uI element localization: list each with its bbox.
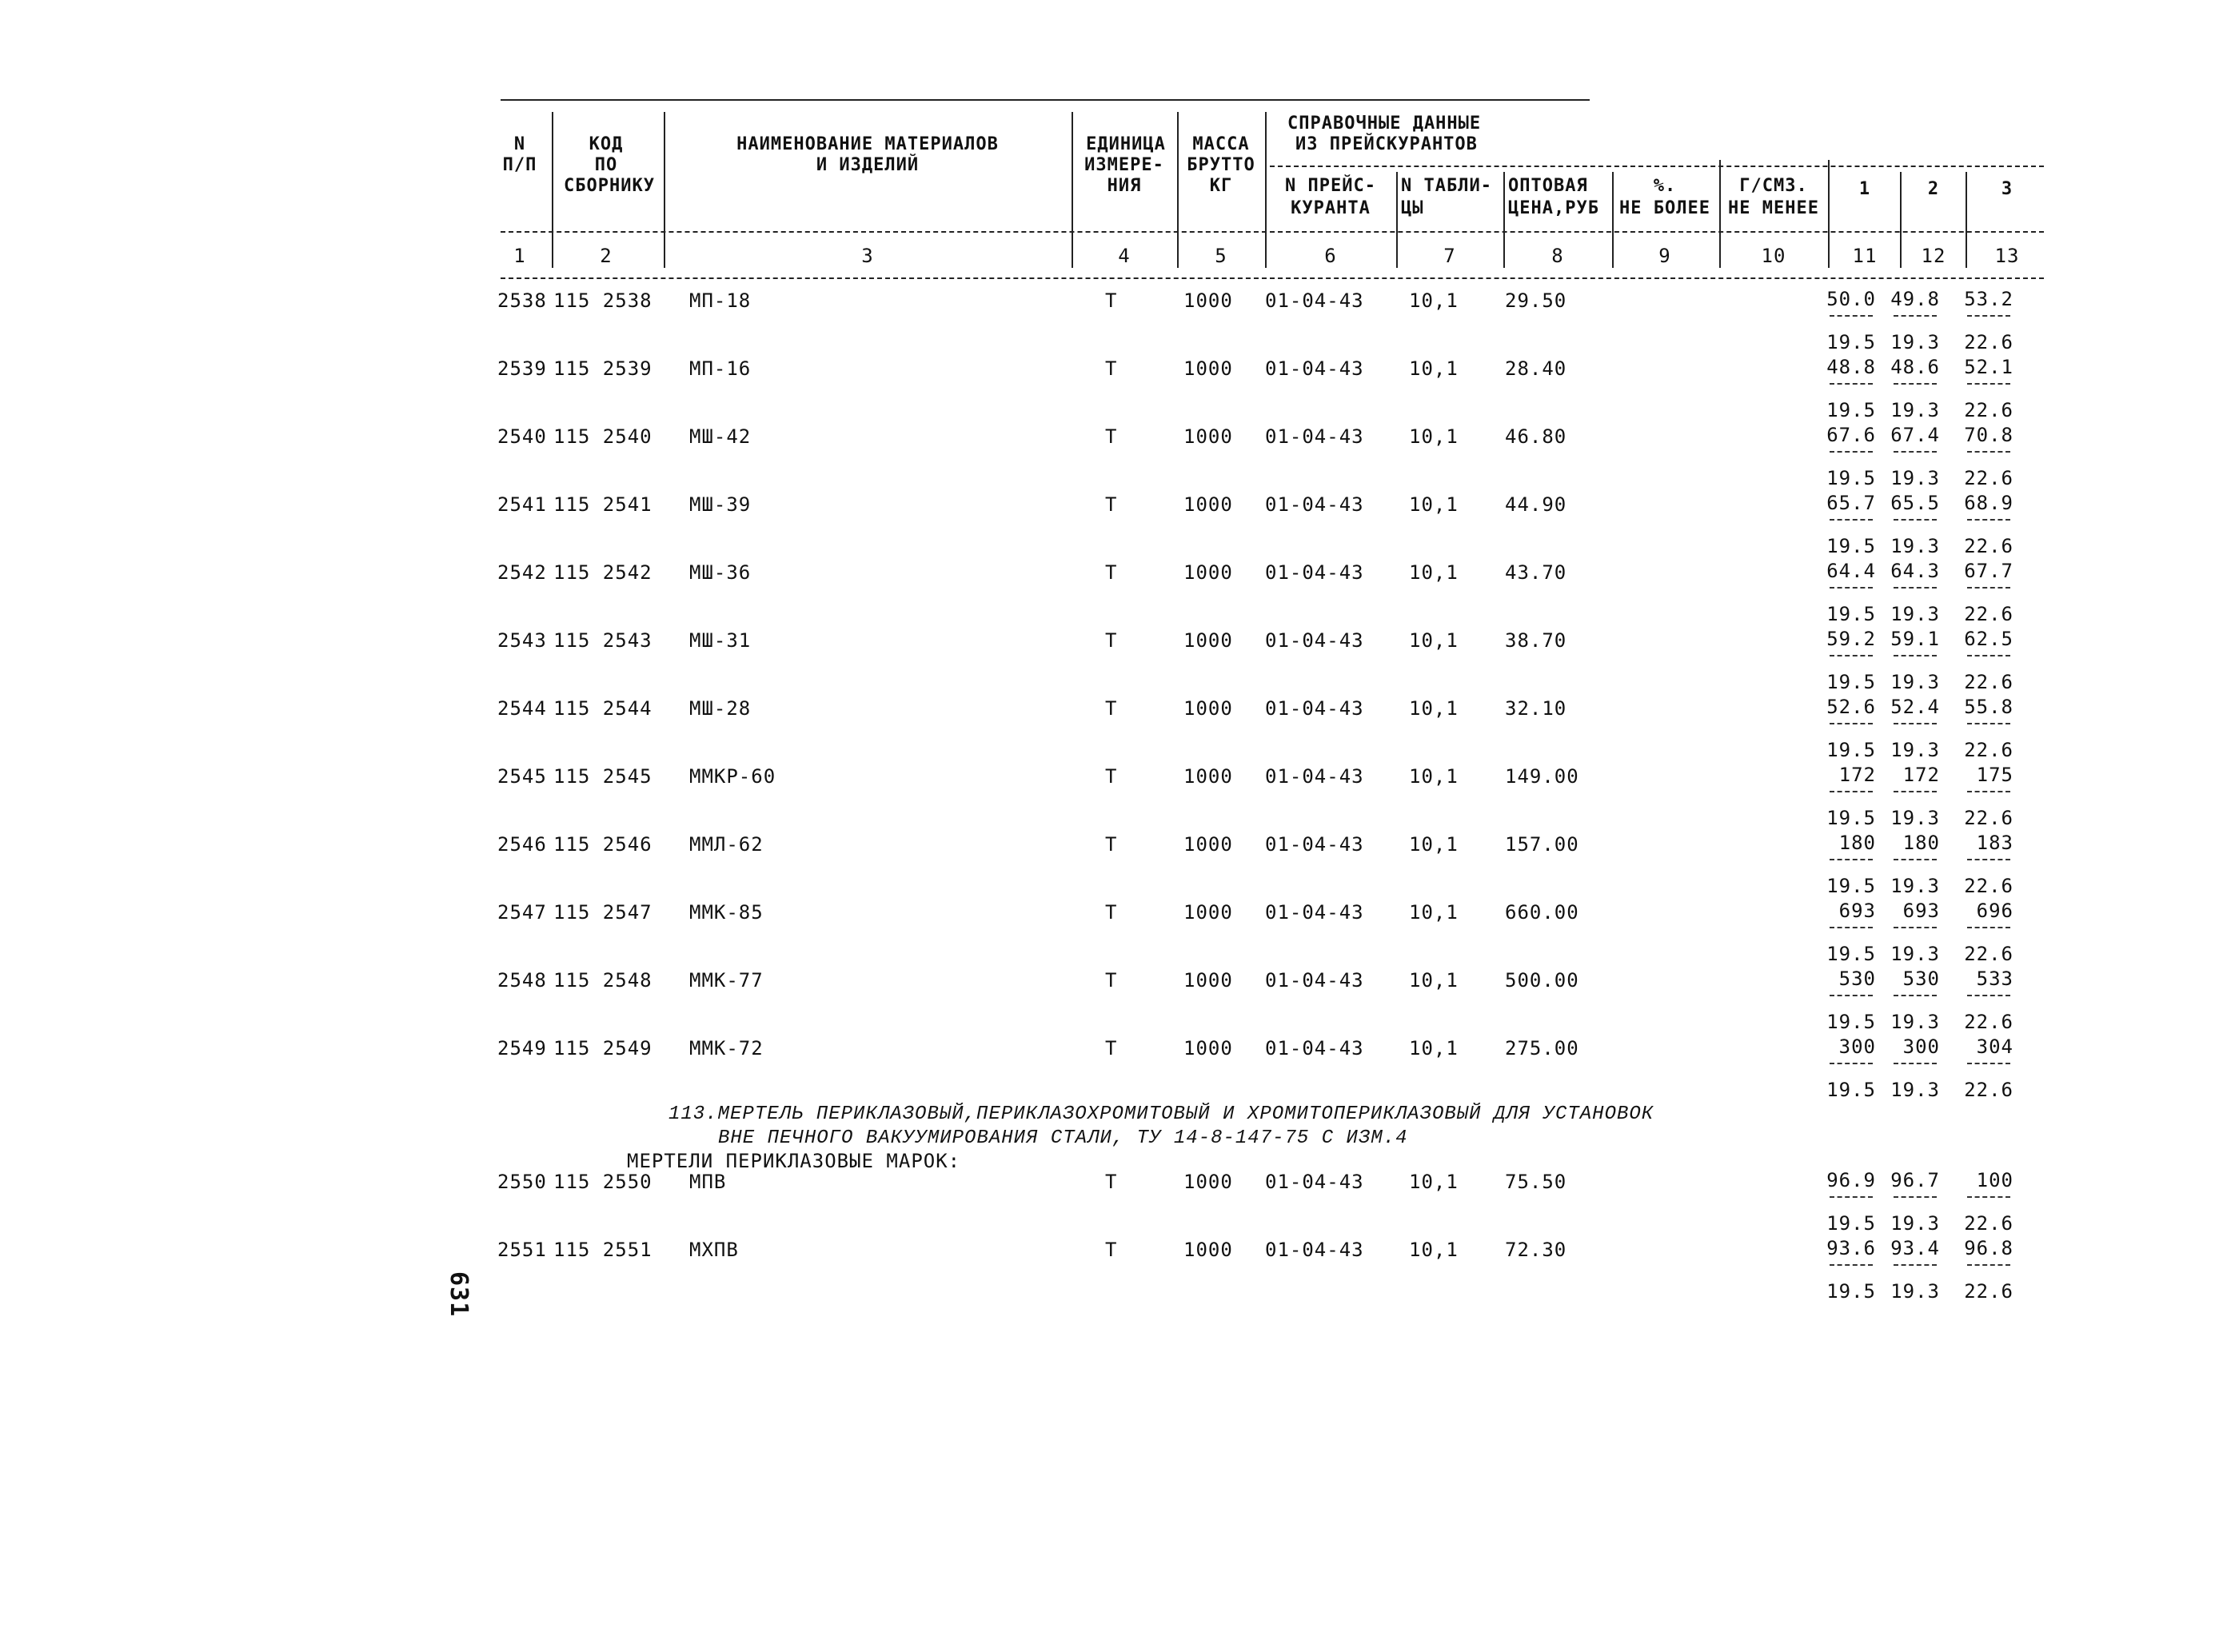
- cell-ed: Т: [1105, 561, 1118, 584]
- cell-coef-k1: 19.5: [1826, 399, 1876, 421]
- cell-mass: 1000: [1183, 629, 1233, 652]
- cell-zone-v2: 52.4: [1890, 696, 1940, 718]
- fraction-bar: [1967, 723, 2010, 724]
- cell-zone-v3: 175: [1976, 764, 2013, 786]
- cell-kod: 115 2542: [553, 561, 653, 584]
- cell-zone-v2: 300: [1902, 1035, 1940, 1058]
- cell-zone-v3: 55.8: [1964, 696, 2013, 718]
- fraction-bar: [1830, 1063, 1873, 1064]
- cell-price: 44.90: [1505, 493, 1567, 516]
- cell-coef-k3: 22.6: [1964, 807, 2013, 829]
- col-divider: [1503, 172, 1505, 268]
- cell-tabl: 10,1: [1409, 765, 1459, 788]
- cell-price: 28.40: [1505, 357, 1567, 380]
- cell-ed: Т: [1105, 629, 1118, 652]
- fraction-bar: [1967, 927, 2010, 928]
- cell-price: 43.70: [1505, 561, 1567, 584]
- cell-coef-k2: 19.3: [1890, 1212, 1940, 1235]
- cell-zone-v1: 693: [1838, 900, 1876, 922]
- cell-name: ММК-85: [689, 901, 764, 924]
- cell-ed: Т: [1105, 357, 1118, 380]
- colnum: 3: [861, 245, 874, 267]
- cell-mass: 1000: [1183, 697, 1233, 720]
- fraction-bar: [1894, 383, 1937, 385]
- cell-name: МП-18: [689, 289, 752, 312]
- col-divider: [1966, 172, 1967, 268]
- cell-zone-v2: 65.5: [1890, 492, 1940, 514]
- fraction-bar: [1967, 995, 2010, 996]
- cell-zone-v3: 52.1: [1964, 356, 2013, 378]
- cell-mass: 1000: [1183, 901, 1233, 924]
- cell-coef-k3: 22.6: [1964, 1011, 2013, 1033]
- cell-ed: Т: [1105, 425, 1118, 448]
- cell-preis: 01-04-43: [1265, 1171, 1364, 1193]
- header-bottom-rule: [501, 277, 2044, 279]
- cell-zone-v3: 53.2: [1964, 288, 2013, 310]
- cell-mass: 1000: [1183, 833, 1233, 856]
- col-divider: [1265, 112, 1267, 268]
- hdr-ed-1: ЕДИНИЦА: [1086, 134, 1166, 154]
- fraction-bar: [1830, 383, 1873, 385]
- cell-coef-k2: 19.3: [1890, 535, 1940, 557]
- cell-name: МШ-39: [689, 493, 752, 516]
- cell-zone-v3: 183: [1976, 832, 2013, 854]
- cell-n: 2540: [497, 425, 547, 448]
- cell-zone-v3: 696: [1976, 900, 2013, 922]
- fraction-bar: [1830, 451, 1873, 453]
- col-divider: [1612, 172, 1614, 268]
- cell-n: 2551: [497, 1239, 547, 1261]
- hdr-kod-3: СБОРНИКУ: [564, 176, 655, 196]
- cell-zone-v2: 172: [1902, 764, 1940, 786]
- cell-zone-v1: 96.9: [1826, 1169, 1876, 1191]
- colnum: 8: [1551, 245, 1564, 267]
- cell-tabl: 10,1: [1409, 425, 1459, 448]
- fraction-bar: [1830, 859, 1873, 860]
- cell-n: 2539: [497, 357, 547, 380]
- cell-price: 660.00: [1505, 901, 1579, 924]
- cell-coef-k2: 19.3: [1890, 943, 1940, 965]
- cell-kod: 115 2540: [553, 425, 653, 448]
- cell-zone-v3: 68.9: [1964, 492, 2013, 514]
- cell-zone-v1: 64.4: [1826, 560, 1876, 582]
- cell-name: ММКР-60: [689, 765, 776, 788]
- cell-n: 2544: [497, 697, 547, 720]
- cell-name: ММК-72: [689, 1037, 764, 1059]
- fraction-bar: [1830, 791, 1873, 792]
- fraction-bar: [1967, 383, 2010, 385]
- cell-coef-k3: 22.6: [1964, 399, 2013, 421]
- cell-preis: 01-04-43: [1265, 1037, 1364, 1059]
- cell-coef-k3: 22.6: [1964, 331, 2013, 353]
- cell-zone-v3: 96.8: [1964, 1237, 2013, 1259]
- cell-kod: 115 2547: [553, 901, 653, 924]
- cell-ed: Т: [1105, 833, 1118, 856]
- cell-n: 2545: [497, 765, 547, 788]
- cell-tabl: 10,1: [1409, 289, 1459, 312]
- colnum: 13: [1994, 245, 2020, 267]
- hdr-zone-3: 3: [2001, 179, 2013, 199]
- cell-ed: Т: [1105, 1171, 1118, 1193]
- cell-price: 29.50: [1505, 289, 1567, 312]
- fraction-bar: [1967, 451, 2010, 453]
- col-divider: [1396, 172, 1398, 268]
- hdr-naim-2: И ИЗДЕЛИЙ: [816, 155, 920, 175]
- fraction-bar: [1894, 1264, 1937, 1266]
- fraction-bar: [1967, 859, 2010, 860]
- colnum: 1: [513, 245, 526, 267]
- cell-n: 2538: [497, 289, 547, 312]
- fraction-bar: [1894, 451, 1937, 453]
- cell-zone-v2: 96.7: [1890, 1169, 1940, 1191]
- cell-tabl: 10,1: [1409, 833, 1459, 856]
- fraction-bar: [1967, 655, 2010, 656]
- cell-ed: Т: [1105, 901, 1118, 924]
- cell-mass: 1000: [1183, 357, 1233, 380]
- cell-preis: 01-04-43: [1265, 901, 1364, 924]
- cell-tabl: 10,1: [1409, 357, 1459, 380]
- cell-name: МШ-42: [689, 425, 752, 448]
- colnum: 12: [1921, 245, 1946, 267]
- cell-coef-k3: 22.6: [1964, 943, 2013, 965]
- colnum: 5: [1215, 245, 1227, 267]
- cell-name: ММК-77: [689, 969, 764, 992]
- cell-tabl: 10,1: [1409, 561, 1459, 584]
- cell-kod: 115 2544: [553, 697, 653, 720]
- hdr-pct-1: %.: [1653, 176, 1677, 196]
- cell-coef-k1: 19.5: [1826, 603, 1876, 625]
- cell-zone-v2: 64.3: [1890, 560, 1940, 582]
- cell-kod: 115 2538: [553, 289, 653, 312]
- cell-preis: 01-04-43: [1265, 969, 1364, 992]
- cell-coef-k2: 19.3: [1890, 331, 1940, 353]
- cell-coef-k1: 19.5: [1826, 875, 1876, 897]
- cell-n: 2541: [497, 493, 547, 516]
- cell-kod: 115 2551: [553, 1239, 653, 1261]
- cell-mass: 1000: [1183, 969, 1233, 992]
- cell-zone-v2: 67.4: [1890, 424, 1940, 446]
- cell-tabl: 10,1: [1409, 697, 1459, 720]
- fraction-bar: [1967, 519, 2010, 521]
- cell-tabl: 10,1: [1409, 629, 1459, 652]
- cell-n: 2547: [497, 901, 547, 924]
- hdr-naim-1: НАИМЕНОВАНИЕ МАТЕРИАЛОВ: [736, 134, 999, 154]
- cell-coef-k2: 19.3: [1890, 467, 1940, 489]
- cell-mass: 1000: [1183, 561, 1233, 584]
- cell-tabl: 10,1: [1409, 901, 1459, 924]
- cell-coef-k3: 22.6: [1964, 467, 2013, 489]
- cell-coef-k2: 19.3: [1890, 1011, 1940, 1033]
- hdr-tabl-1: N ТАБЛИ-: [1401, 176, 1492, 196]
- cell-zone-v1: 67.6: [1826, 424, 1876, 446]
- fraction-bar: [1967, 1264, 2010, 1266]
- cell-ed: Т: [1105, 969, 1118, 992]
- page-number: 631: [445, 1271, 473, 1318]
- cell-zone-v2: 59.1: [1890, 628, 1940, 650]
- hdr-mass-2: БРУТТО: [1187, 155, 1255, 175]
- cell-zone-v3: 62.5: [1964, 628, 2013, 650]
- fraction-bar: [1830, 655, 1873, 656]
- cell-coef-k3: 22.6: [1964, 1079, 2013, 1101]
- hdr-np-1: N: [513, 134, 526, 154]
- cell-n: 2542: [497, 561, 547, 584]
- cell-tabl: 10,1: [1409, 1171, 1459, 1193]
- cell-coef-k3: 22.6: [1964, 875, 2013, 897]
- cell-coef-k2: 19.3: [1890, 807, 1940, 829]
- cell-preis: 01-04-43: [1265, 493, 1364, 516]
- cell-tabl: 10,1: [1409, 1239, 1459, 1261]
- hdr-mass-1: МАССА: [1192, 134, 1250, 154]
- cell-kod: 115 2548: [553, 969, 653, 992]
- hdr-sprav-2: ИЗ ПРЕЙСКУРАНТОВ: [1295, 134, 1478, 154]
- cell-name: МШ-36: [689, 561, 752, 584]
- cell-zone-v2: 93.4: [1890, 1237, 1940, 1259]
- cell-coef-k2: 19.3: [1890, 1280, 1940, 1303]
- header-mid-rule: [501, 231, 2044, 233]
- cell-coef-k1: 19.5: [1826, 943, 1876, 965]
- cell-coef-k2: 19.3: [1890, 875, 1940, 897]
- fraction-bar: [1967, 1196, 2010, 1198]
- fraction-bar: [1830, 519, 1873, 521]
- cell-n: 2549: [497, 1037, 547, 1059]
- cell-zone-v1: 48.8: [1826, 356, 1876, 378]
- fraction-bar: [1894, 1196, 1937, 1198]
- colnum: 6: [1324, 245, 1337, 267]
- cell-coef-k1: 19.5: [1826, 331, 1876, 353]
- cell-coef-k1: 19.5: [1826, 1079, 1876, 1101]
- hdr-zone-1: 1: [1858, 179, 1871, 199]
- cell-mass: 1000: [1183, 1171, 1233, 1193]
- hdr-mass-3: КГ: [1209, 176, 1233, 196]
- fraction-bar: [1894, 791, 1937, 792]
- cell-zone-v1: 300: [1838, 1035, 1876, 1058]
- cell-mass: 1000: [1183, 765, 1233, 788]
- cell-zone-v1: 59.2: [1826, 628, 1876, 650]
- fraction-bar: [1967, 791, 2010, 792]
- cell-preis: 01-04-43: [1265, 289, 1364, 312]
- cell-zone-v1: 50.0: [1826, 288, 1876, 310]
- cell-tabl: 10,1: [1409, 969, 1459, 992]
- cell-name: МХПВ: [689, 1239, 739, 1261]
- fraction-bar: [1830, 995, 1873, 996]
- fraction-bar: [1894, 587, 1937, 589]
- hdr-kod-2: ПО: [594, 155, 618, 175]
- cell-zone-v2: 530: [1902, 968, 1940, 990]
- fraction-bar: [1894, 519, 1937, 521]
- col-divider: [1828, 160, 1830, 268]
- cell-kod: 115 2541: [553, 493, 653, 516]
- section-title-line2: ВНЕ ПЕЧНОГО ВАКУУМИРОВАНИЯ СТАЛИ, ТУ 14-8-147-75 С ИЗМ.4: [718, 1127, 1408, 1149]
- cell-zone-v2: 693: [1902, 900, 1940, 922]
- cell-preis: 01-04-43: [1265, 629, 1364, 652]
- hdr-opt-1: ОПТОВАЯ: [1508, 176, 1588, 196]
- cell-mass: 1000: [1183, 1239, 1233, 1261]
- cell-kod: 115 2545: [553, 765, 653, 788]
- cell-coef-k1: 19.5: [1826, 671, 1876, 693]
- cell-zone-v3: 304: [1976, 1035, 2013, 1058]
- col-divider: [1719, 160, 1721, 268]
- cell-name: МШ-28: [689, 697, 752, 720]
- cell-ed: Т: [1105, 1037, 1118, 1059]
- hdr-kod-1: КОД: [589, 134, 624, 154]
- fraction-bar: [1894, 723, 1937, 724]
- fraction-bar: [1830, 315, 1873, 317]
- cell-coef-k2: 19.3: [1890, 739, 1940, 761]
- cell-n: 2550: [497, 1171, 547, 1193]
- cell-kod: 115 2549: [553, 1037, 653, 1059]
- cell-mass: 1000: [1183, 493, 1233, 516]
- colnum: 2: [600, 245, 613, 267]
- fraction-bar: [1894, 927, 1937, 928]
- cell-n: 2546: [497, 833, 547, 856]
- cell-zone-v1: 180: [1838, 832, 1876, 854]
- cell-preis: 01-04-43: [1265, 561, 1364, 584]
- cell-preis: 01-04-43: [1265, 697, 1364, 720]
- col-divider: [1177, 112, 1179, 268]
- cell-zone-v2: 49.8: [1890, 288, 1940, 310]
- cell-coef-k1: 19.5: [1826, 1212, 1876, 1235]
- hdr-preis-2: КУРАНТА: [1291, 198, 1371, 218]
- fraction-bar: [1830, 587, 1873, 589]
- cell-price: 500.00: [1505, 969, 1579, 992]
- colnum: 10: [1761, 245, 1786, 267]
- colnum: 9: [1658, 245, 1671, 267]
- cell-ed: Т: [1105, 493, 1118, 516]
- cell-ed: Т: [1105, 289, 1118, 312]
- cell-zone-v1: 52.6: [1826, 696, 1876, 718]
- cell-name: МШ-31: [689, 629, 752, 652]
- cell-preis: 01-04-43: [1265, 357, 1364, 380]
- fraction-bar: [1894, 995, 1937, 996]
- hdr-tabl-2: ЦЫ: [1401, 198, 1424, 218]
- fraction-bar: [1967, 1063, 2010, 1064]
- cell-price: 32.10: [1505, 697, 1567, 720]
- fraction-bar: [1830, 927, 1873, 928]
- cell-mass: 1000: [1183, 289, 1233, 312]
- cell-price: 275.00: [1505, 1037, 1579, 1059]
- col-divider: [552, 112, 553, 268]
- colnum: 7: [1443, 245, 1456, 267]
- cell-zone-v3: 533: [1976, 968, 2013, 990]
- cell-preis: 01-04-43: [1265, 765, 1364, 788]
- cell-tabl: 10,1: [1409, 1037, 1459, 1059]
- cell-coef-k1: 19.5: [1826, 739, 1876, 761]
- cell-n: 2543: [497, 629, 547, 652]
- cell-price: 46.80: [1505, 425, 1567, 448]
- cell-preis: 01-04-43: [1265, 425, 1364, 448]
- cell-preis: 01-04-43: [1265, 833, 1364, 856]
- cell-price: 75.50: [1505, 1171, 1567, 1193]
- cell-price: 72.30: [1505, 1239, 1567, 1261]
- fraction-bar: [1967, 587, 2010, 589]
- cell-name: ММЛ-62: [689, 833, 764, 856]
- cell-zone-v2: 180: [1902, 832, 1940, 854]
- header-sub-rule: [1270, 166, 2044, 167]
- cell-coef-k1: 19.5: [1826, 1011, 1876, 1033]
- section-title-line1: 113.МЕРТЕЛЬ ПЕРИКЛАЗОВЫЙ,ПЕРИКЛАЗОХРОМИТОВЫЙ И ХРОМИТОПЕРИКЛАЗОВЫЙ ДЛЯ УСТАНОВОК: [668, 1103, 1654, 1125]
- hdr-ed-3: НИЯ: [1107, 176, 1142, 196]
- cell-coef-k3: 22.6: [1964, 671, 2013, 693]
- cell-n: 2548: [497, 969, 547, 992]
- cell-coef-k2: 19.3: [1890, 603, 1940, 625]
- cell-coef-k1: 19.5: [1826, 535, 1876, 557]
- section-subtitle: МЕРТЕЛИ ПЕРИКЛАЗОВЫЕ МАРОК:: [627, 1150, 961, 1172]
- cell-coef-k2: 19.3: [1890, 399, 1940, 421]
- cell-coef-k2: 19.3: [1890, 1079, 1940, 1101]
- hdr-zone-2: 2: [1927, 179, 1940, 199]
- cell-coef-k1: 19.5: [1826, 467, 1876, 489]
- cell-ed: Т: [1105, 697, 1118, 720]
- cell-coef-k3: 22.6: [1964, 535, 2013, 557]
- col-divider: [1900, 172, 1902, 268]
- cell-coef-k3: 22.6: [1964, 1212, 2013, 1235]
- cell-kod: 115 2543: [553, 629, 653, 652]
- fraction-bar: [1830, 1196, 1873, 1198]
- header-top-rule: [501, 99, 1590, 101]
- cell-zone-v3: 67.7: [1964, 560, 2013, 582]
- cell-price: 38.70: [1505, 629, 1567, 652]
- cell-tabl: 10,1: [1409, 493, 1459, 516]
- hdr-np-2: П/П: [502, 155, 537, 175]
- cell-price: 149.00: [1505, 765, 1579, 788]
- cell-coef-k3: 22.6: [1964, 1280, 2013, 1303]
- hdr-dens-1: Г/СМ3.: [1739, 176, 1808, 196]
- cell-kod: 115 2539: [553, 357, 653, 380]
- colnum: 4: [1118, 245, 1131, 267]
- fraction-bar: [1894, 655, 1937, 656]
- cell-coef-k2: 19.3: [1890, 671, 1940, 693]
- cell-zone-v3: 100: [1976, 1169, 2013, 1191]
- cell-coef-k1: 19.5: [1826, 807, 1876, 829]
- cell-ed: Т: [1105, 765, 1118, 788]
- cell-coef-k1: 19.5: [1826, 1280, 1876, 1303]
- cell-kod: 115 2550: [553, 1171, 653, 1193]
- cell-price: 157.00: [1505, 833, 1579, 856]
- hdr-pct-2: НЕ БОЛЕЕ: [1619, 198, 1710, 218]
- cell-coef-k3: 22.6: [1964, 603, 2013, 625]
- hdr-preis-1: N ПРЕЙС-: [1285, 176, 1376, 196]
- cell-zone-v1: 93.6: [1826, 1237, 1876, 1259]
- fraction-bar: [1894, 1063, 1937, 1064]
- cell-kod: 115 2546: [553, 833, 653, 856]
- cell-ed: Т: [1105, 1239, 1118, 1261]
- fraction-bar: [1894, 859, 1937, 860]
- fraction-bar: [1830, 1264, 1873, 1266]
- cell-zone-v1: 530: [1838, 968, 1876, 990]
- cell-zone-v3: 70.8: [1964, 424, 2013, 446]
- hdr-ed-2: ИЗМЕРЕ-: [1084, 155, 1164, 175]
- hdr-dens-2: НЕ МЕНЕЕ: [1728, 198, 1819, 218]
- col-divider: [664, 112, 665, 268]
- hdr-opt-2: ЦЕНА,РУБ: [1508, 198, 1599, 218]
- cell-preis: 01-04-43: [1265, 1239, 1364, 1261]
- cell-zone-v1: 172: [1838, 764, 1876, 786]
- cell-name: МП-16: [689, 357, 752, 380]
- cell-name: МПВ: [689, 1171, 727, 1193]
- fraction-bar: [1830, 723, 1873, 724]
- fraction-bar: [1894, 315, 1937, 317]
- colnum: 11: [1852, 245, 1878, 267]
- cell-mass: 1000: [1183, 1037, 1233, 1059]
- cell-mass: 1000: [1183, 425, 1233, 448]
- fraction-bar: [1967, 315, 2010, 317]
- cell-coef-k3: 22.6: [1964, 739, 2013, 761]
- cell-zone-v1: 65.7: [1826, 492, 1876, 514]
- col-divider: [1072, 112, 1073, 268]
- hdr-sprav-1: СПРАВОЧНЫЕ ДАННЫЕ: [1287, 114, 1482, 134]
- cell-zone-v2: 48.6: [1890, 356, 1940, 378]
